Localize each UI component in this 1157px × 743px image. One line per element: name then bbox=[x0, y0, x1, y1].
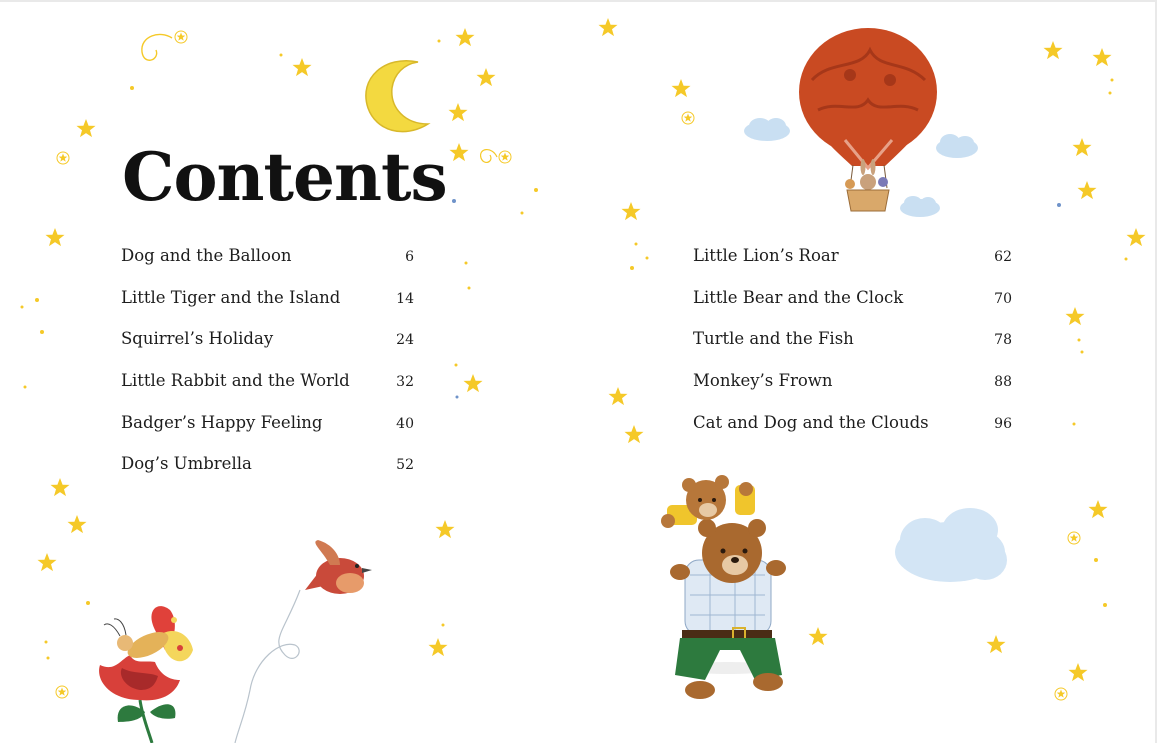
star-icon bbox=[1093, 48, 1112, 66]
flower-icon bbox=[99, 655, 180, 743]
cloud-icon bbox=[936, 134, 978, 158]
contents-entry bbox=[693, 246, 1012, 288]
star-icon bbox=[464, 374, 483, 392]
contents-entry bbox=[121, 288, 414, 330]
story-title: Monkey’s Frown bbox=[693, 371, 833, 391]
star-icon bbox=[625, 425, 644, 443]
star-icon bbox=[987, 635, 1006, 653]
contents-entry bbox=[121, 413, 414, 455]
page-title: Contents bbox=[122, 138, 447, 216]
cloud-icon bbox=[895, 508, 1007, 582]
contents-list-right bbox=[693, 246, 1012, 454]
star-icon bbox=[1089, 500, 1108, 518]
page-number: 6 bbox=[405, 249, 414, 265]
sparkle-icon bbox=[499, 151, 511, 163]
contents-list-left bbox=[121, 246, 414, 496]
story-title: Little Rabbit and the World bbox=[121, 371, 350, 391]
star-icon bbox=[622, 202, 641, 220]
page-number: 96 bbox=[994, 415, 1012, 432]
swirl-trail bbox=[481, 150, 497, 163]
story-title: Badger’s Happy Feeling bbox=[121, 412, 323, 432]
page-number: 62 bbox=[994, 249, 1012, 265]
star-icon bbox=[51, 478, 70, 496]
swirl-trail bbox=[142, 34, 172, 60]
sparkle-icon bbox=[175, 31, 187, 43]
butterfly-icon bbox=[104, 606, 193, 663]
star-icon bbox=[77, 119, 96, 137]
contents-entry bbox=[693, 288, 1012, 330]
star-icon bbox=[477, 68, 496, 86]
cloud-icon bbox=[744, 118, 790, 141]
star-icon bbox=[293, 58, 312, 76]
star-icon bbox=[672, 79, 691, 97]
star-icon bbox=[429, 638, 448, 656]
bears-illustration bbox=[661, 475, 786, 699]
sparkle-icon bbox=[56, 686, 68, 698]
contents-entry bbox=[121, 246, 414, 288]
page-number: 14 bbox=[396, 290, 414, 307]
page-number: 52 bbox=[396, 457, 414, 474]
page-number: 40 bbox=[396, 415, 414, 432]
star-icon bbox=[1127, 228, 1146, 246]
sparkle-icon bbox=[57, 152, 69, 164]
page-number: 24 bbox=[396, 332, 414, 349]
star-icon bbox=[46, 228, 65, 246]
star-icon bbox=[68, 515, 87, 533]
contents-entry bbox=[121, 454, 414, 496]
story-title: Squirrel’s Holiday bbox=[121, 329, 274, 349]
star-icon bbox=[609, 387, 628, 405]
robin-bird-icon bbox=[235, 540, 372, 743]
contents-entry bbox=[693, 413, 1012, 455]
sparkle-icon bbox=[1055, 688, 1067, 700]
page-number: 88 bbox=[994, 374, 1012, 391]
cloud-icon bbox=[900, 196, 940, 217]
star-icon bbox=[38, 553, 57, 571]
star-icon bbox=[1078, 181, 1097, 199]
page-number: 78 bbox=[994, 332, 1012, 349]
star-icon bbox=[1066, 307, 1085, 325]
moon-icon bbox=[366, 61, 428, 132]
star-icon bbox=[599, 18, 618, 36]
story-title: Turtle and the Fish bbox=[693, 329, 854, 349]
contents-entry bbox=[693, 329, 1012, 371]
star-icon bbox=[450, 143, 469, 161]
star-icon bbox=[1073, 138, 1092, 156]
hot-air-balloon bbox=[799, 28, 937, 211]
star-icon bbox=[436, 520, 455, 538]
story-title: Dog’s Umbrella bbox=[121, 454, 252, 474]
page-number: 70 bbox=[994, 290, 1012, 307]
basket-icon bbox=[847, 190, 889, 211]
sparkle-icon bbox=[682, 112, 694, 124]
story-title: Little Lion’s Roar bbox=[693, 246, 839, 265]
star-icon bbox=[1044, 41, 1063, 59]
story-title: Little Bear and the Clock bbox=[693, 287, 904, 307]
story-title: Cat and Dog and the Clouds bbox=[693, 412, 929, 432]
star-icon bbox=[456, 28, 475, 46]
story-title: Little Tiger and the Island bbox=[121, 287, 341, 307]
contents-entry bbox=[121, 329, 414, 371]
contents-entry bbox=[121, 371, 414, 413]
sparkle-icon bbox=[1068, 532, 1080, 544]
star-icon bbox=[1069, 663, 1088, 681]
page-number: 32 bbox=[396, 374, 414, 391]
story-title: Dog and the Balloon bbox=[121, 246, 292, 265]
star-icon bbox=[809, 627, 828, 645]
contents-entry bbox=[693, 371, 1012, 413]
